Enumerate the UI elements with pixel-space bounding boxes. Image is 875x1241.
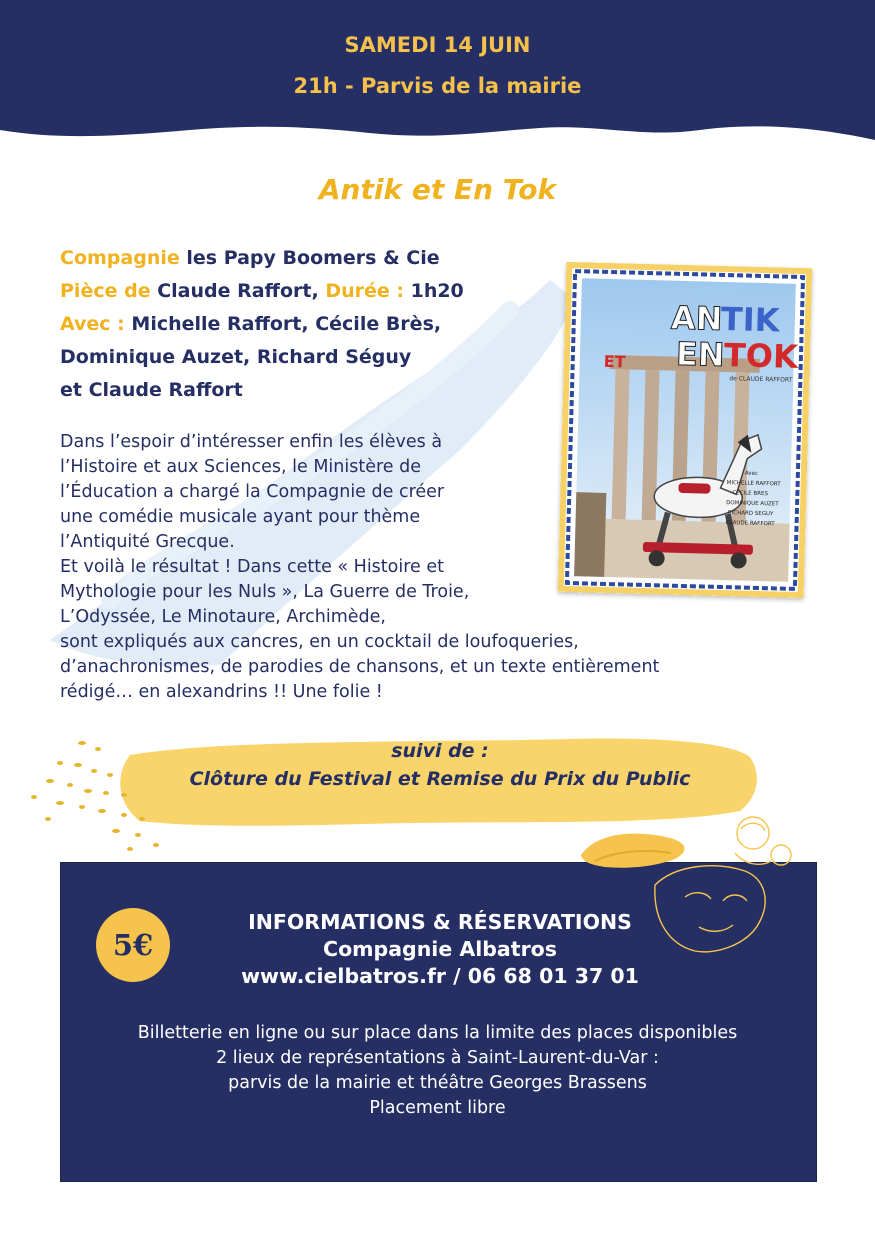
description-line: sont expliqués aux cancres, en un cocktail de loufoqueries, — [60, 632, 579, 652]
info-detail-line: Billetterie en ligne ou sur place dans la limite des places disponibles — [137, 1023, 738, 1043]
info-details — [60, 1021, 815, 1121]
cast-line-1 — [60, 308, 464, 341]
event-date: SAMEDI 14 JUIN — [344, 33, 531, 57]
description-line: l’Éducation a chargé la Compagnie de créer — [60, 482, 445, 502]
poster-title-tik: TIK — [720, 299, 780, 340]
poster-title-tok: TOK — [723, 336, 799, 376]
info-detail-line: parvis de la mairie et théâtre Georges Brassens — [228, 1073, 647, 1093]
poster-byline: de CLAUDE RAFFORT — [729, 375, 793, 384]
poster-title-an: AN — [670, 298, 723, 338]
show-credits — [60, 242, 464, 407]
description-line: l’Histoire et aux Sciences, le Ministère de — [60, 457, 422, 477]
poster-cast-4: RICHARD SEGUY — [727, 510, 774, 518]
poster-cast-1: MICHELLE RAFFORT — [726, 480, 781, 488]
followup-block — [130, 737, 750, 793]
company-line — [60, 242, 464, 275]
description-line: L’Odyssée, Le Minotaure, Archimède, — [60, 607, 386, 627]
followup-event: Clôture du Festival et Remise du Prix du Public — [189, 768, 691, 790]
description-line: d’anachronismes, de parodies de chansons, et un texte entièrement — [60, 657, 660, 677]
cast-label: Avec : — [60, 313, 125, 335]
cast-names-1: Michelle Raffort, Cécile Brès, — [131, 313, 442, 335]
description-line: Dans l’espoir d’intéresser enfin les élèves à — [60, 432, 443, 452]
description-line: l’Antiquité Grecque. — [60, 532, 235, 552]
poster-cast-3: DOMINIQUE AUZET — [726, 500, 779, 508]
cast-names-2: Dominique Auzet, Richard Séguy — [60, 346, 412, 368]
followup-label: suivi de : — [391, 740, 489, 762]
poster-cast-2: CECILE BRES — [732, 490, 769, 498]
poster-cast-5: CLAUDE RAFFORT — [725, 520, 775, 528]
description-line: rédigé… en alexandrins !! Une folie ! — [60, 682, 383, 702]
poster-title-en: EN — [675, 334, 726, 375]
price-badge: 5€ — [96, 908, 170, 982]
show-description — [60, 430, 820, 705]
company-name: les Papy Boomers & Cie — [186, 247, 440, 269]
cast-names-3: et Claude Raffort — [60, 379, 243, 401]
info-title: INFORMATIONS & RÉSERVATIONS — [248, 910, 632, 934]
description-line: Mythologie pour les Nuls », La Guerre de Troie, — [60, 582, 470, 602]
poster-title-et: ET — [603, 351, 626, 372]
info-detail-line: Placement libre — [369, 1098, 506, 1118]
description-line: Et voilà le résultat ! Dans cette « Histoire et — [60, 557, 445, 577]
duration-label: Durée : — [325, 280, 404, 302]
event-time-venue: 21h - Parvis de la mairie — [293, 74, 582, 98]
poster-cast-0: Avec — [744, 470, 759, 477]
company-label: Compagnie — [60, 247, 180, 269]
author-name: Claude Raffort, — [157, 280, 319, 302]
info-company: Compagnie Albatros — [323, 937, 557, 961]
author-line — [60, 275, 464, 308]
play-title: Antik et En Tok — [318, 173, 557, 206]
info-detail-line: 2 lieux de représentations à Saint-Laurent-du-Var : — [216, 1048, 659, 1068]
info-contact-link[interactable]: www.cielbatros.fr / 06 68 01 37 01 — [241, 964, 639, 988]
description-line: une comédie musicale ayant pour thème — [60, 507, 421, 527]
duration-value: 1h20 — [410, 280, 464, 302]
author-label: Pièce de — [60, 280, 151, 302]
